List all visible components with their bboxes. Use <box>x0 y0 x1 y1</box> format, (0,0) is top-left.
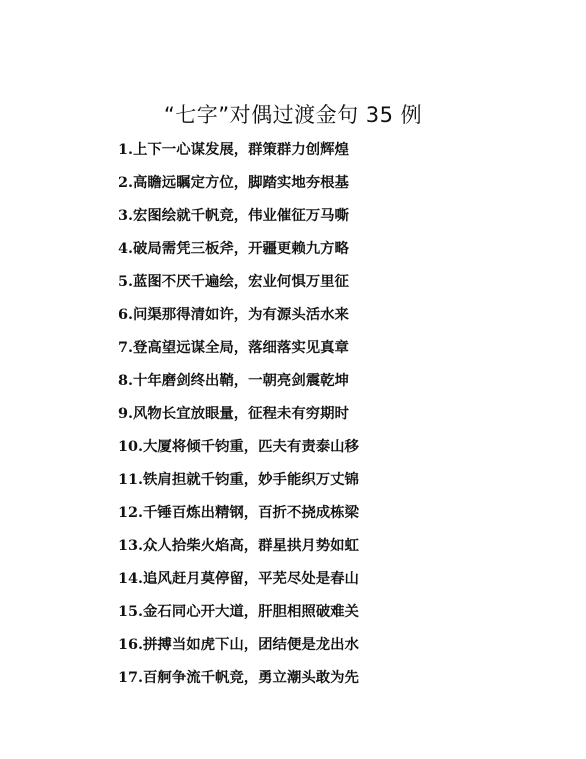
list-item: 14.追风赶月莫停留，平芜尽处是春山 <box>118 570 359 587</box>
list-item: 9.风物长宜放眼量，征程未有穷期时 <box>118 405 349 422</box>
list-item: 17.百舸争流千帆竞，勇立潮头敢为先 <box>118 669 359 686</box>
list-item: 1.上下一心谋发展，群策群力创辉煌 <box>118 141 349 158</box>
list-item: 2.高瞻远瞩定方位，脚踏实地夯根基 <box>118 174 349 191</box>
list-item: 10.大厦将倾千钧重，匹夫有责泰山移 <box>118 438 359 455</box>
list-item: 13.众人拾柴火焰高，群星拱月势如虹 <box>118 537 359 554</box>
list-item: 6.问渠那得清如许，为有源头活水来 <box>118 306 349 323</box>
sentence-list <box>118 139 359 700</box>
list-item: 15.金石同心开大道，肝胆相照破难关 <box>118 603 359 620</box>
list-item: 5.蓝图不厌千遍绘，宏业何惧万里征 <box>118 273 349 290</box>
list-item: 4.破局需凭三板斧，开疆更赖九方略 <box>118 240 349 257</box>
list-item: 3.宏图绘就千帆竞，伟业催征万马嘶 <box>118 207 349 224</box>
list-item: 8.十年磨剑终出鞘，一朝亮剑震乾坤 <box>118 372 349 389</box>
list-item: 12.千锤百炼出精钢，百折不挠成栋梁 <box>118 504 359 521</box>
document-title: “七字”对偶过渡金句 35 例 <box>163 103 423 127</box>
list-item: 11.铁肩担就千钧重，妙手能织万丈锦 <box>118 471 359 488</box>
list-item: 16.拼搏当如虎下山，团结便是龙出水 <box>118 636 359 653</box>
list-item: 7.登高望远谋全局，落细落实见真章 <box>118 339 349 356</box>
